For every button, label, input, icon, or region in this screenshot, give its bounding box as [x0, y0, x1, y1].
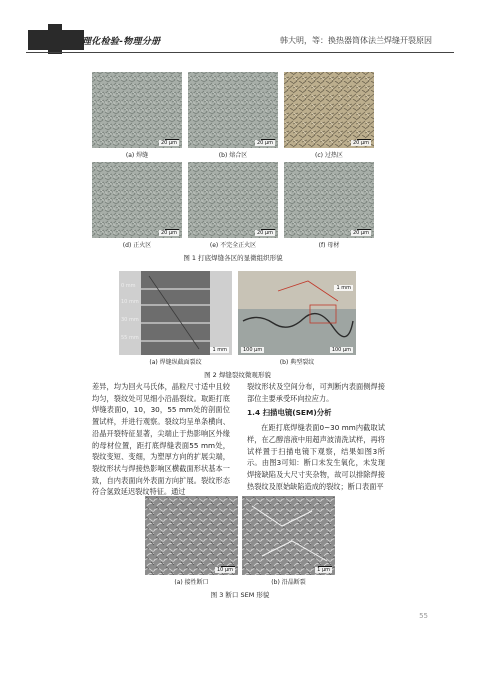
micrograph-base-metal	[284, 162, 374, 238]
scale-label: 20 μm	[352, 140, 369, 146]
journal-name: 理化检验-物理分册	[82, 37, 161, 47]
subfig-label-c: (c) 过热区	[315, 152, 343, 159]
subfig-label-b: (b) 熔合区	[218, 152, 248, 159]
figure-1-caption: 图 1 打底焊缝各区的显微组织形貌	[183, 254, 283, 262]
journal-logo-stem	[48, 24, 62, 54]
subfig-label-f: (f) 母材	[318, 242, 340, 249]
scale-label-top: 1 mm	[336, 285, 351, 291]
body-left-column	[92, 381, 230, 498]
scale-label: 20 μm	[256, 140, 273, 146]
scale-label-left: 100 μm	[243, 347, 263, 353]
scale-label: 20 μm	[160, 140, 177, 146]
subfig-label-3a: (a) 接性断口	[174, 579, 209, 586]
crack-cross-section-image	[119, 271, 232, 355]
paragraph: 在距打底焊缝表面0~30 mm内截取试样，在乙醇溶液中用超声波清洗试样，再将试样置于扫描电镜下观察，结果如图3所示。由图3可知：断口未发生氧化，未发现焊接缺陷及大尺寸夹杂物，故可以排除焊接热裂纹及原始缺陷造成的裂纹；断口表面平	[247, 423, 385, 491]
page-header	[0, 0, 480, 60]
fracture-sem-image-b	[242, 496, 335, 575]
typical-crack-image	[238, 271, 356, 355]
scale-label-right: 100 μm	[331, 347, 351, 353]
micrograph-incomplete-normalized-zone	[188, 162, 278, 238]
scale-label: 1 mm	[212, 347, 227, 353]
figure-2-caption: 图 2 焊缝裂纹微观形貌	[204, 371, 271, 379]
paragraph: 裂纹形状及空间分布，可判断内表面侧焊接部位主要承受环向拉应力。	[247, 382, 385, 403]
depth-mark: 10 mm	[121, 299, 139, 305]
scale-label: 10 μm	[216, 567, 233, 573]
figure-3-caption: 图 3 断口 SEM 形貌	[210, 591, 270, 599]
scale-label: 20 μm	[256, 230, 273, 236]
section-heading: 1.4 扫描电镜(SEM)分析	[247, 408, 332, 418]
scale-label: 20 μm	[352, 230, 369, 236]
subfig-label-2b: (b) 典型裂纹	[279, 359, 315, 366]
scale-label: 1 μm	[317, 567, 330, 573]
micrograph-weld	[92, 72, 182, 148]
scale-label: 20 μm	[160, 230, 177, 236]
subfig-label-2a: (a) 焊缝纵截面裂纹	[149, 359, 202, 366]
depth-mark: 55 mm	[121, 335, 139, 341]
depth-mark: 0 mm	[121, 283, 136, 289]
body-right-column	[247, 381, 385, 492]
micrograph-fusion-zone	[188, 72, 278, 148]
running-title: 韩大明，等：换热器筒体法兰焊缝开裂原因	[280, 36, 432, 45]
paragraph: 差异，均为回火马氏体，晶粒尺寸适中且较均匀，裂纹处可见细小沿晶裂纹。取距打底焊缝表面0，10，30，55 mm处的剖面位置试样，并进行观察。裂纹均呈单条横向、沿晶开裂特征显著，尖端止于热影响区外缘的母材位置，距打底焊缝表面55 mm处，裂纹变短、变细，为塑厚方向的扩展尖端，裂纹形状与焊接热影响区横截面形状基本一致，自内表面向外表面方向扩展。裂纹形态符合氢致延迟裂纹特征。通过	[92, 382, 230, 497]
header-rule	[26, 52, 454, 53]
fracture-sem-image-a	[145, 496, 238, 575]
depth-mark: 30 mm	[121, 317, 139, 323]
micrograph-overheated-zone	[284, 72, 374, 148]
page-number: 55	[419, 612, 428, 620]
subfig-label-d: (d) 正火区	[122, 242, 152, 249]
subfig-label-3b: (b) 沿晶断裂	[271, 579, 306, 586]
subfig-label-a: (a) 焊缝	[125, 152, 149, 159]
micrograph-normalized-zone	[92, 162, 182, 238]
subfig-label-e: (e) 不完全正火区	[209, 242, 257, 249]
